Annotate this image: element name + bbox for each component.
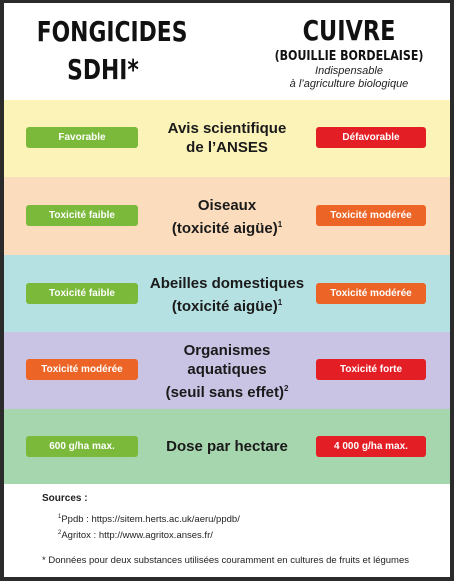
infographic-card	[4, 3, 450, 577]
row-label	[144, 341, 310, 402]
cuivre-value-pill: Défavorable	[316, 127, 426, 148]
row-label-line: Organismes	[183, 342, 271, 359]
row-label-line: Avis scientifique	[167, 120, 287, 137]
sdhi-heading	[36, 13, 188, 89]
sdhi-value-pill: Toxicité modérée	[26, 359, 138, 380]
footnote-marker: 2	[58, 530, 62, 536]
footnote-marker: 1	[277, 298, 283, 307]
row-aquatic-organisms	[4, 332, 450, 409]
sdhi-value-pill: Toxicité faible	[26, 205, 138, 226]
row-label-line: Dose par hectare	[166, 438, 288, 455]
source-ref-agritox	[58, 530, 213, 541]
row-label-line: Abeilles domestiques	[149, 275, 305, 292]
row-honeybees	[4, 255, 450, 332]
cuivre-value-pill: Toxicité modérée	[316, 205, 426, 226]
cuivre-title: CUIVRE	[302, 14, 396, 47]
row-label	[144, 119, 310, 157]
row-label-line	[144, 293, 310, 316]
row-label	[144, 196, 310, 238]
cuivre-subtitle: (BOUILLIE BORDELAISE)	[274, 49, 424, 64]
footnote: * Données pour deux substances utilisées couramment en cultures de fruits et légumes	[42, 555, 410, 566]
source-ref-text: Ppdb : https://sitem.herts.ac.uk/aeru/ppdb/	[61, 514, 240, 526]
sources-label: Sources :	[42, 493, 88, 504]
footnote-marker: 2	[283, 384, 289, 393]
row-label-line	[144, 215, 310, 238]
cuivre-note-line2: à l’agriculture biologique	[289, 78, 409, 90]
row-label-line: aquatiques	[187, 361, 267, 378]
sdhi-value-pill: 600 g/ha max.	[26, 436, 138, 457]
row-label-text: (seuil sans effet)	[165, 384, 284, 401]
source-ref-ppdb	[58, 514, 240, 525]
cuivre-value-pill: Toxicité modérée	[316, 283, 426, 304]
cuivre-heading	[259, 13, 439, 91]
footnote-marker: 1	[277, 220, 283, 229]
row-birds	[4, 177, 450, 255]
row-label-text: (toxicité aigüe)	[171, 298, 278, 315]
row-label-line	[144, 379, 310, 402]
row-dose-per-hectare	[4, 409, 450, 484]
cuivre-value-pill: 4 000 g/ha max.	[316, 436, 426, 457]
row-anses-opinion	[4, 100, 450, 177]
sdhi-heading-line2: SDHI*	[67, 53, 139, 86]
cuivre-value-pill: Toxicité forte	[316, 359, 426, 380]
sdhi-value-pill: Favorable	[26, 127, 138, 148]
row-label	[144, 437, 310, 456]
footnote-marker: 1	[58, 514, 62, 520]
row-label	[144, 274, 310, 316]
sources-title	[42, 493, 88, 504]
source-ref-text: Agritox : http://www.agritox.anses.fr/	[61, 530, 213, 542]
cuivre-note-line1: Indispensable	[315, 65, 383, 77]
sdhi-heading-line1: FONGICIDES	[36, 15, 188, 48]
row-label-line: de l’ANSES	[186, 139, 268, 156]
sdhi-value-pill: Toxicité faible	[26, 283, 138, 304]
row-label-line: Oiseaux	[197, 197, 257, 214]
row-label-text: (toxicité aigüe)	[171, 220, 278, 237]
